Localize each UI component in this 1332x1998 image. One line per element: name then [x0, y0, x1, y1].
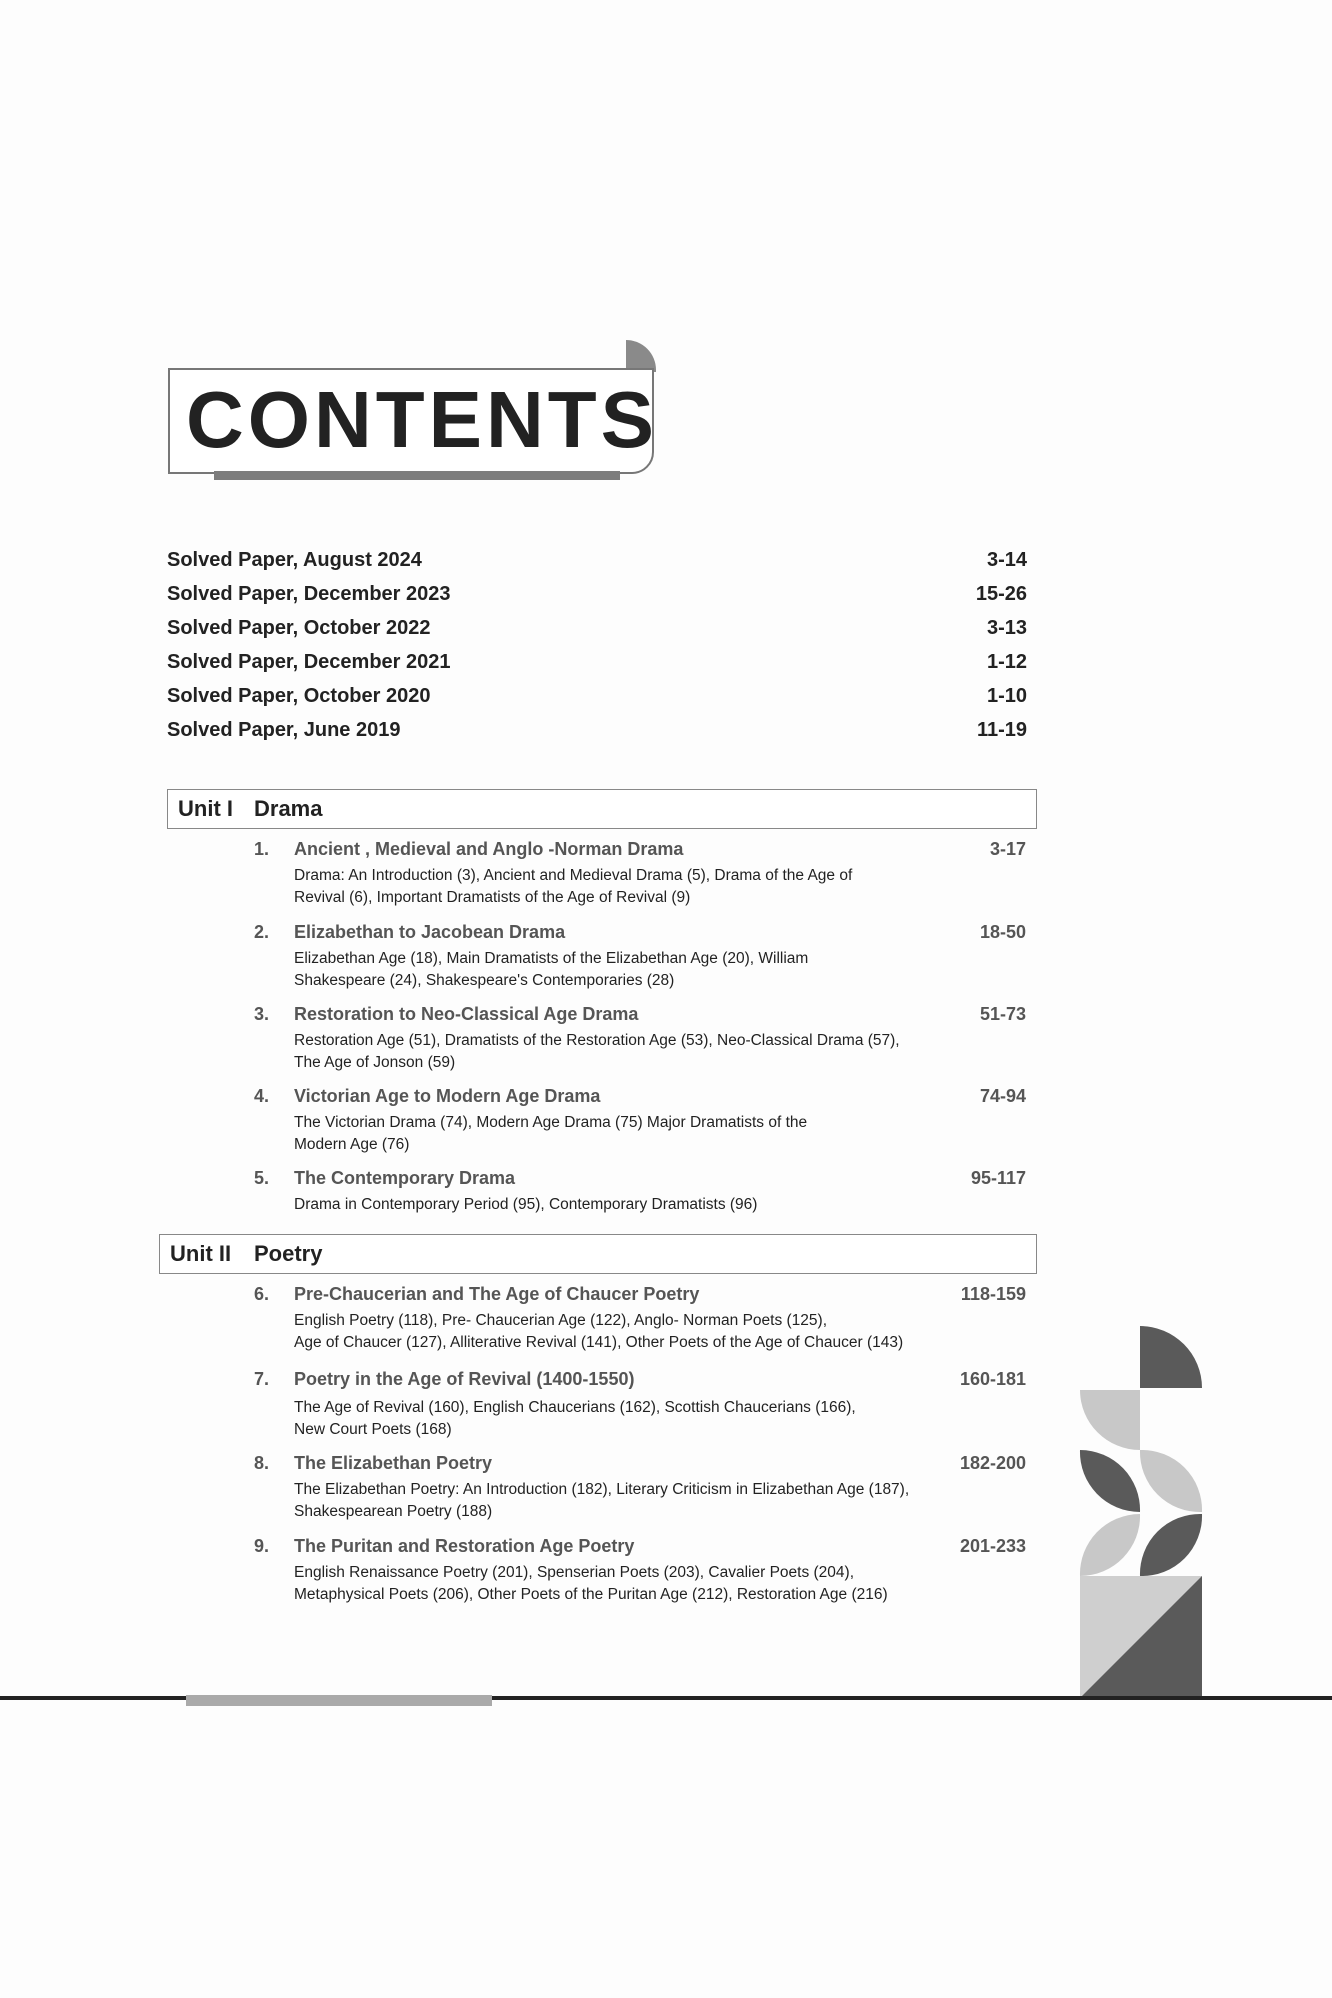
- topics-line: Elizabethan Age (18), Main Dramatists of the Elizabethan Age (20), William: [294, 950, 809, 967]
- solved-paper-row: [167, 583, 1027, 617]
- topics-line: New Court Poets (168): [294, 1421, 452, 1438]
- topics-line: Revival (6), Important Dramatists of the Age of Revival (9): [294, 889, 691, 906]
- solved-paper-label: Solved Paper, June 2019: [167, 719, 401, 741]
- chapter-number: 7.: [254, 1369, 270, 1389]
- chapter-pages: 95-117: [970, 1168, 1026, 1188]
- chapter-title: The Contemporary Drama: [294, 1168, 516, 1188]
- chapter-topics: [294, 1479, 994, 1523]
- solved-paper-row: [167, 549, 1027, 583]
- bottom-accent-bar: [186, 1695, 492, 1706]
- topics-line: Shakespeare (24), Shakespeare's Contemporaries (28): [294, 972, 675, 989]
- topics-line: The Age of Revival (160), English Chaucerians (162), Scottish Chaucerians (166),: [294, 1399, 856, 1416]
- decor-quarter-circle: [1080, 1390, 1140, 1450]
- chapter-title: Elizabethan to Jacobean Drama: [294, 922, 566, 942]
- chapter-pages: 160-181: [959, 1369, 1026, 1389]
- topics-line: Shakespearean Poetry (188): [294, 1503, 493, 1520]
- chapter-topics: [294, 1112, 994, 1156]
- chapter-title: Pre-Chaucerian and The Age of Chaucer Poetry: [294, 1284, 700, 1304]
- chapter-number: 2.: [254, 922, 270, 942]
- chapter-number: 4.: [254, 1086, 270, 1106]
- chapter-number: 6.: [254, 1284, 270, 1304]
- chapter-topics: [294, 1194, 994, 1216]
- chapter-number: 3.: [254, 1004, 270, 1024]
- chapter-pages: 74-94: [979, 1086, 1026, 1106]
- solved-paper-pages: 1-12: [986, 651, 1027, 673]
- unit-title: Poetry: [254, 1241, 323, 1266]
- page-title: CONTENTS: [186, 375, 658, 464]
- chapter-pages: 51-73: [979, 1004, 1026, 1024]
- chapter-pages: 201-233: [959, 1536, 1026, 1556]
- topics-line: Metaphysical Poets (206), Other Poets of the Puritan Age (212), Restoration Age (216): [294, 1586, 888, 1603]
- solved-paper-label: Solved Paper, October 2020: [167, 685, 431, 707]
- unit-title: Drama: [254, 796, 323, 821]
- chapter-number: 9.: [254, 1536, 270, 1556]
- topics-line: Modern Age (76): [294, 1136, 410, 1153]
- solved-paper-label: Solved Paper, August 2024: [167, 549, 422, 571]
- chapter-number: 8.: [254, 1453, 270, 1473]
- unit-header: [167, 789, 1037, 829]
- solved-paper-pages: 15-26: [975, 583, 1027, 605]
- chapter-title: Victorian Age to Modern Age Drama: [294, 1086, 601, 1106]
- solved-paper-label: Solved Paper, December 2023: [167, 583, 451, 605]
- chapter-title: Restoration to Neo-Classical Age Drama: [294, 1004, 639, 1024]
- title-underline: [214, 471, 620, 480]
- solved-paper-pages: 1-10: [986, 685, 1027, 707]
- decor-leaf: [1080, 1514, 1140, 1576]
- chapter-topics: [294, 1030, 994, 1074]
- topics-line: Drama in Contemporary Period (95), Contemporary Dramatists (96): [294, 1196, 758, 1213]
- unit-label: Unit I: [178, 796, 233, 821]
- topics-line: Age of Chaucer (127), Alliterative Revival (141), Other Poets of the Age of Chaucer (143): [294, 1334, 904, 1351]
- chapter-pages: 118-159: [960, 1284, 1026, 1304]
- chapter-pages: 3-17: [989, 839, 1026, 859]
- solved-paper-label: Solved Paper, December 2021: [167, 651, 451, 673]
- solved-paper-pages: 11-19: [976, 719, 1027, 741]
- chapter-pages: 18-50: [979, 922, 1026, 942]
- topics-line: Restoration Age (51), Dramatists of the Restoration Age (53), Neo-Classical Drama (57),: [294, 1032, 900, 1049]
- topics-line: The Elizabethan Poetry: An Introduction (182), Literary Criticism in Elizabethan Age (187),: [294, 1481, 910, 1498]
- decorative-shapes: [1078, 1326, 1204, 1700]
- chapter-title: Ancient , Medieval and Anglo -Norman Drama: [294, 839, 684, 859]
- unit-label: Unit II: [170, 1241, 232, 1266]
- solved-paper-row: [167, 685, 1027, 719]
- topics-line: English Renaissance Poetry (201), Spenserian Poets (203), Cavalier Poets (204),: [294, 1564, 855, 1581]
- chapter-topics: [294, 948, 994, 992]
- solved-paper-pages: 3-13: [986, 617, 1027, 639]
- chapter-topics: [294, 1397, 994, 1441]
- chapter-title: The Puritan and Restoration Age Poetry: [294, 1536, 635, 1556]
- chapter-pages: 182-200: [959, 1453, 1026, 1473]
- chapter-title: Poetry in the Age of Revival (1400-1550): [294, 1369, 635, 1389]
- solved-paper-label: Solved Paper, October 2022: [167, 617, 431, 639]
- decor-leaf: [1140, 1450, 1202, 1512]
- solved-paper-row: [167, 617, 1027, 651]
- chapter-topics: [294, 1562, 994, 1606]
- chapter-topics: [294, 1310, 994, 1354]
- chapter-title: The Elizabethan Poetry: [294, 1453, 493, 1473]
- solved-paper-row: [167, 719, 1027, 753]
- unit-header: [159, 1234, 1037, 1274]
- topics-line: Drama: An Introduction (3), Ancient and Medieval Drama (5), Drama of the Age of: [294, 867, 853, 884]
- decor-leaf: [1080, 1450, 1140, 1512]
- decor-quarter-circle: [1140, 1326, 1202, 1388]
- chapter-topics: [294, 865, 994, 909]
- topics-line: English Poetry (118), Pre- Chaucerian Age (122), Anglo- Norman Poets (125),: [294, 1312, 828, 1329]
- topics-line: The Age of Jonson (59): [294, 1054, 456, 1071]
- chapter-number: 5.: [254, 1168, 270, 1188]
- chapter-number: 1.: [254, 839, 270, 859]
- solved-paper-pages: 3-14: [986, 549, 1027, 571]
- decor-leaf: [1140, 1514, 1202, 1576]
- solved-paper-row: [167, 651, 1027, 685]
- topics-line: The Victorian Drama (74), Modern Age Drama (75) Major Dramatists of the: [294, 1114, 808, 1131]
